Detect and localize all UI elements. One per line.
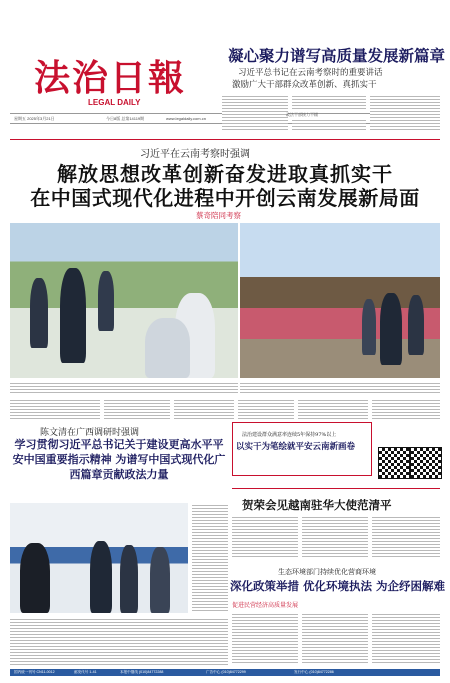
main-body-col-6 [372, 398, 440, 420]
viet-body-2 [302, 515, 368, 559]
lead-top-body-col-2b [292, 118, 366, 132]
lead-top-body-col-2a [292, 94, 366, 110]
lead-top-subtitle-1: 习近平总书记在云南考察时的重要讲话 [238, 68, 383, 78]
website-link[interactable]: www.legaldaily.com.cn [166, 116, 206, 121]
main-body-col-4 [238, 398, 294, 420]
main-body-col-5 [298, 398, 368, 420]
env-headline[interactable]: 深化政策举措 优化环境执法 为企纾困解难 [230, 579, 446, 593]
photo-meeting [10, 503, 188, 613]
footer-item: 国内统一刊号 CN11-0012 [14, 670, 55, 674]
divider [232, 488, 440, 489]
env-body-3 [372, 612, 440, 664]
feature-kicker: 法治建设群众满意率连续5年保持97%以上 [242, 432, 337, 438]
secondary-body-col [192, 503, 228, 613]
photo-riverside-town [240, 223, 440, 378]
footer-item: 广告中心 (010)84772299 [206, 670, 246, 674]
photo-greenhouse [10, 223, 238, 378]
footer-bar [10, 669, 440, 676]
main-body-col-3 [174, 398, 234, 420]
env-body-2 [302, 612, 368, 664]
issue-date: 星期五 2025年3月21日 [14, 116, 55, 121]
env-body-1 [232, 612, 298, 664]
masthead-logo: 法治日報 [34, 57, 187, 99]
secondary-body [10, 617, 228, 665]
feature-title[interactable]: 以实干为笔绘就平安云南新画卷 [236, 442, 356, 452]
masthead-english: LEGAL DAILY [88, 98, 141, 107]
viet-body-3 [372, 515, 440, 559]
qr-code-2[interactable] [410, 447, 442, 479]
lead-top-body-col-1 [222, 94, 288, 132]
main-body-col-1 [10, 398, 100, 420]
secondary-headline[interactable]: 学习贯彻习近平总书记关于建设更高水平平安中国重要指示精神 为谱写中国式现代化广西篇章贡献政法力量 [12, 438, 226, 481]
main-kicker: 习近平在云南考察时强调 [140, 149, 250, 160]
main-headline-2[interactable]: 在中国式现代化进程中开创云南发展新局面 [30, 186, 420, 210]
main-body-col-2 [104, 398, 170, 420]
viet-headline[interactable]: 贺荣会见越南驻华大使范清平 [242, 498, 392, 512]
divider [10, 139, 440, 140]
main-headline-1[interactable]: 解放思想改革创新奋发进取真抓实干 [57, 162, 393, 186]
photo-caption-2 [240, 381, 440, 395]
main-byline: 蔡奇陪同考察 [196, 211, 241, 220]
issue-number: 今日8版 总第14119期 [106, 116, 145, 121]
viet-body-1 [232, 515, 298, 559]
secondary-kicker: 陈文清在广西调研时强调 [40, 428, 140, 438]
qr-code-1[interactable] [378, 447, 410, 479]
env-kicker: 生态环境部门持续优化营商环境 [278, 568, 376, 576]
footer-item: 本报中继线 (010)84772288 [120, 670, 164, 674]
lead-top-byline: 政法干部接力不辍 [286, 112, 318, 117]
footer-item: 发行中心 (010)84772286 [294, 670, 334, 674]
lead-top-body-col-3 [370, 94, 440, 132]
lead-top-subtitle-2: 激励广大干部群众改革创新、真抓实干 [232, 80, 377, 90]
env-box-label: 促进民营经济高质量发展 [232, 602, 299, 609]
photo-caption-1 [10, 381, 238, 395]
footer-item: 邮发代号 1-41 [74, 670, 97, 674]
lead-top-title[interactable]: 凝心聚力谱写高质量发展新篇章 [228, 46, 446, 65]
